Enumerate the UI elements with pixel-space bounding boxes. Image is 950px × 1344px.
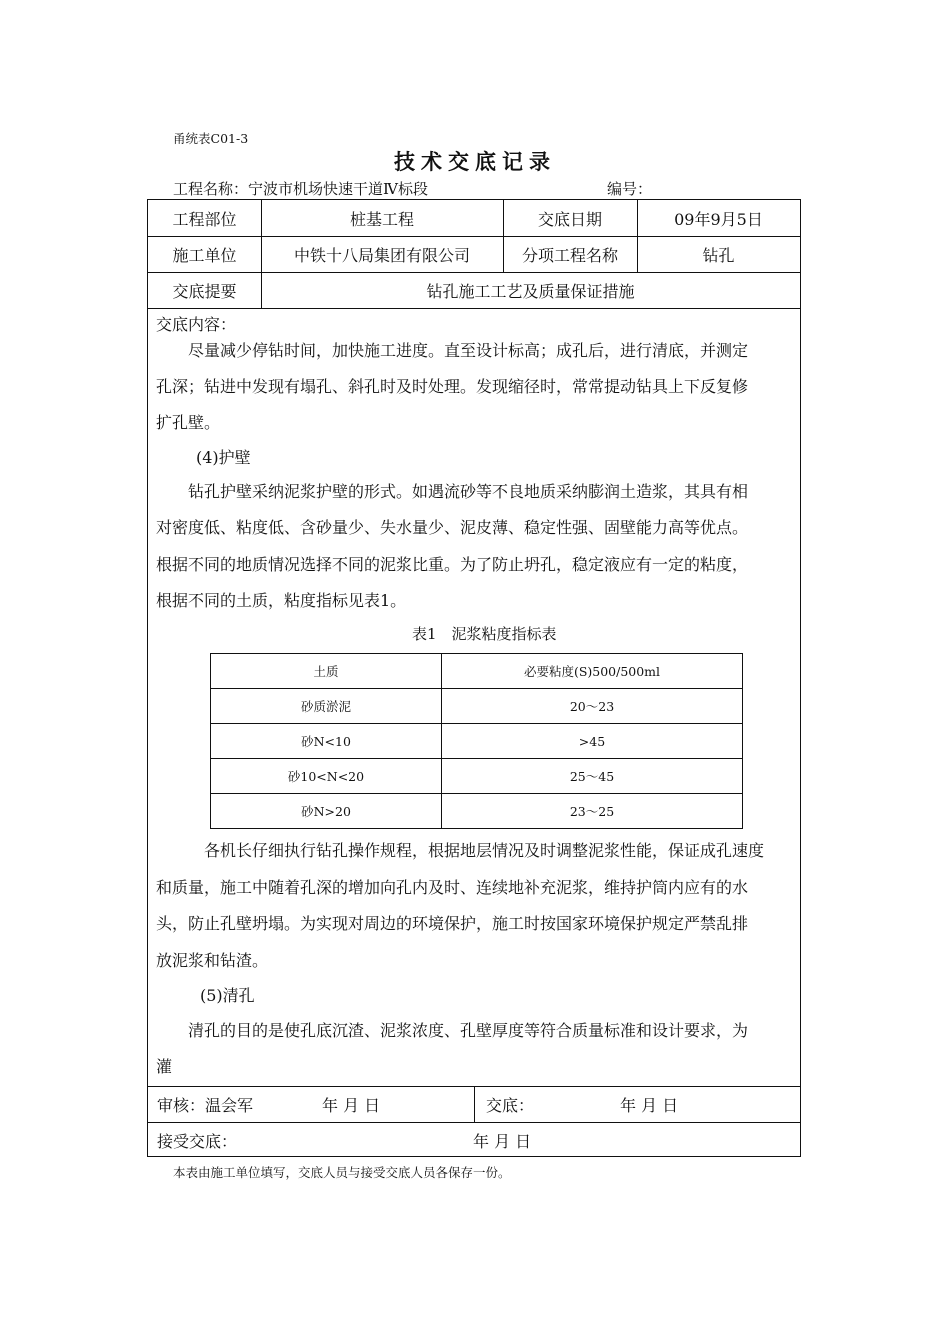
summary-value: 钻孔施工工艺及质量保证措施: [426, 281, 635, 301]
handover-label: 交底：: [486, 1095, 535, 1115]
table-header-cell: 必要粘度(S)500/500ml: [442, 654, 743, 689]
paragraph-line: 清孔的目的是使孔底沉渣、泥浆浓度、孔壁厚度等符合质量标准和设计要求，为: [188, 1021, 749, 1040]
table-cell: 23～25: [442, 794, 743, 829]
receive-date: 年 月 日: [473, 1131, 532, 1151]
paragraph-line: 和质量，施工中随着孔深的增加向孔内及时、连续地补充泥浆，维持护筒内应有的水: [156, 878, 749, 897]
project-name: 工程名称：宁波市机场快速干道Ⅳ标段: [173, 180, 428, 198]
paragraph-line: 对密度低、粘度低、含砂量少、失水量少、泥皮薄、稳定性强、固壁能力高等优点。: [156, 518, 749, 537]
table-caption: 表1 泥浆粘度指标表: [412, 625, 557, 643]
section-heading-4: (4)护壁: [196, 448, 251, 467]
table-cell: 砂N>20: [211, 794, 442, 829]
review-date: 年 月 日: [322, 1095, 381, 1115]
section-heading-5: (5)清孔: [200, 986, 255, 1005]
form-code: 甬统表C01-3: [173, 131, 249, 146]
handover-date: 年 月 日: [620, 1095, 679, 1115]
table-cell: 砂质淤泥: [211, 689, 442, 724]
unit-label: 施工单位: [172, 245, 237, 265]
record-form: [147, 199, 801, 1157]
paragraph-line: 根据不同的土质，粘度指标见表1。: [156, 591, 407, 610]
part-label: 工程部位: [172, 209, 237, 229]
document-title: 技术交底记录: [394, 149, 556, 174]
table-row: [211, 794, 743, 829]
number-label: 编号：: [607, 180, 653, 198]
paragraph-line: 各机长仔细执行钻孔操作规程，根据地层情况及时调整泥浆性能，保证成孔速度: [204, 841, 765, 860]
table-row: [211, 759, 743, 794]
receiver-label: 接受交底：: [157, 1131, 238, 1151]
subproject-label: 分项工程名称: [521, 245, 618, 265]
table-header-row: [211, 654, 743, 689]
summary-label: 交底提要: [172, 281, 237, 301]
unit-value: 中铁十八局集团有限公司: [293, 245, 470, 265]
paragraph-line: 扩孔壁。: [156, 413, 221, 432]
paragraph-line: 钻孔护壁采纳泥浆护壁的形式。如遇流砂等不良地质采纳膨润土造浆，其具有相: [188, 482, 749, 501]
paragraph-line: 灌: [156, 1057, 173, 1076]
date-label: 交底日期: [537, 209, 602, 229]
footnote: 本表由施工单位填写，交底人员与接受交底人员各保存一份。: [173, 1165, 511, 1180]
viscosity-table: [210, 653, 743, 829]
paragraph-line: 放泥浆和钻渣。: [156, 951, 269, 970]
table-cell: 砂N<10: [211, 724, 442, 759]
date-value: 09年9月5日: [674, 209, 763, 229]
table-row: [211, 689, 743, 724]
table-row: [211, 724, 743, 759]
content-label: 交底内容：: [156, 315, 237, 334]
paragraph-line: 孔深；钻进中发现有塌孔、斜孔时及时处理。发现缩径时，常常提动钻具上下反复修: [156, 377, 749, 396]
table-cell: 砂10<N<20: [211, 759, 442, 794]
table-header-cell: 土质: [211, 654, 442, 689]
paragraph-line: 根据不同的地质情况选择不同的泥浆比重。为了防止坍孔，稳定液应有一定的粘度，: [156, 555, 749, 574]
table-cell: 20～23: [442, 689, 743, 724]
paragraph-line: 尽量减少停钻时间，加快施工进度。直至设计标高；成孔后，进行清底，并测定: [188, 341, 749, 360]
reviewer: 审核：温会军: [157, 1095, 254, 1115]
part-value: 桩基工程: [349, 209, 414, 229]
paragraph-line: 头，防止孔壁坍塌。为实现对周边的环境保护，施工时按国家环境保护规定严禁乱排: [156, 914, 749, 933]
subproject-value: 钻孔: [702, 245, 735, 265]
table-cell: 25～45: [442, 759, 743, 794]
table-cell: >45: [442, 724, 743, 759]
